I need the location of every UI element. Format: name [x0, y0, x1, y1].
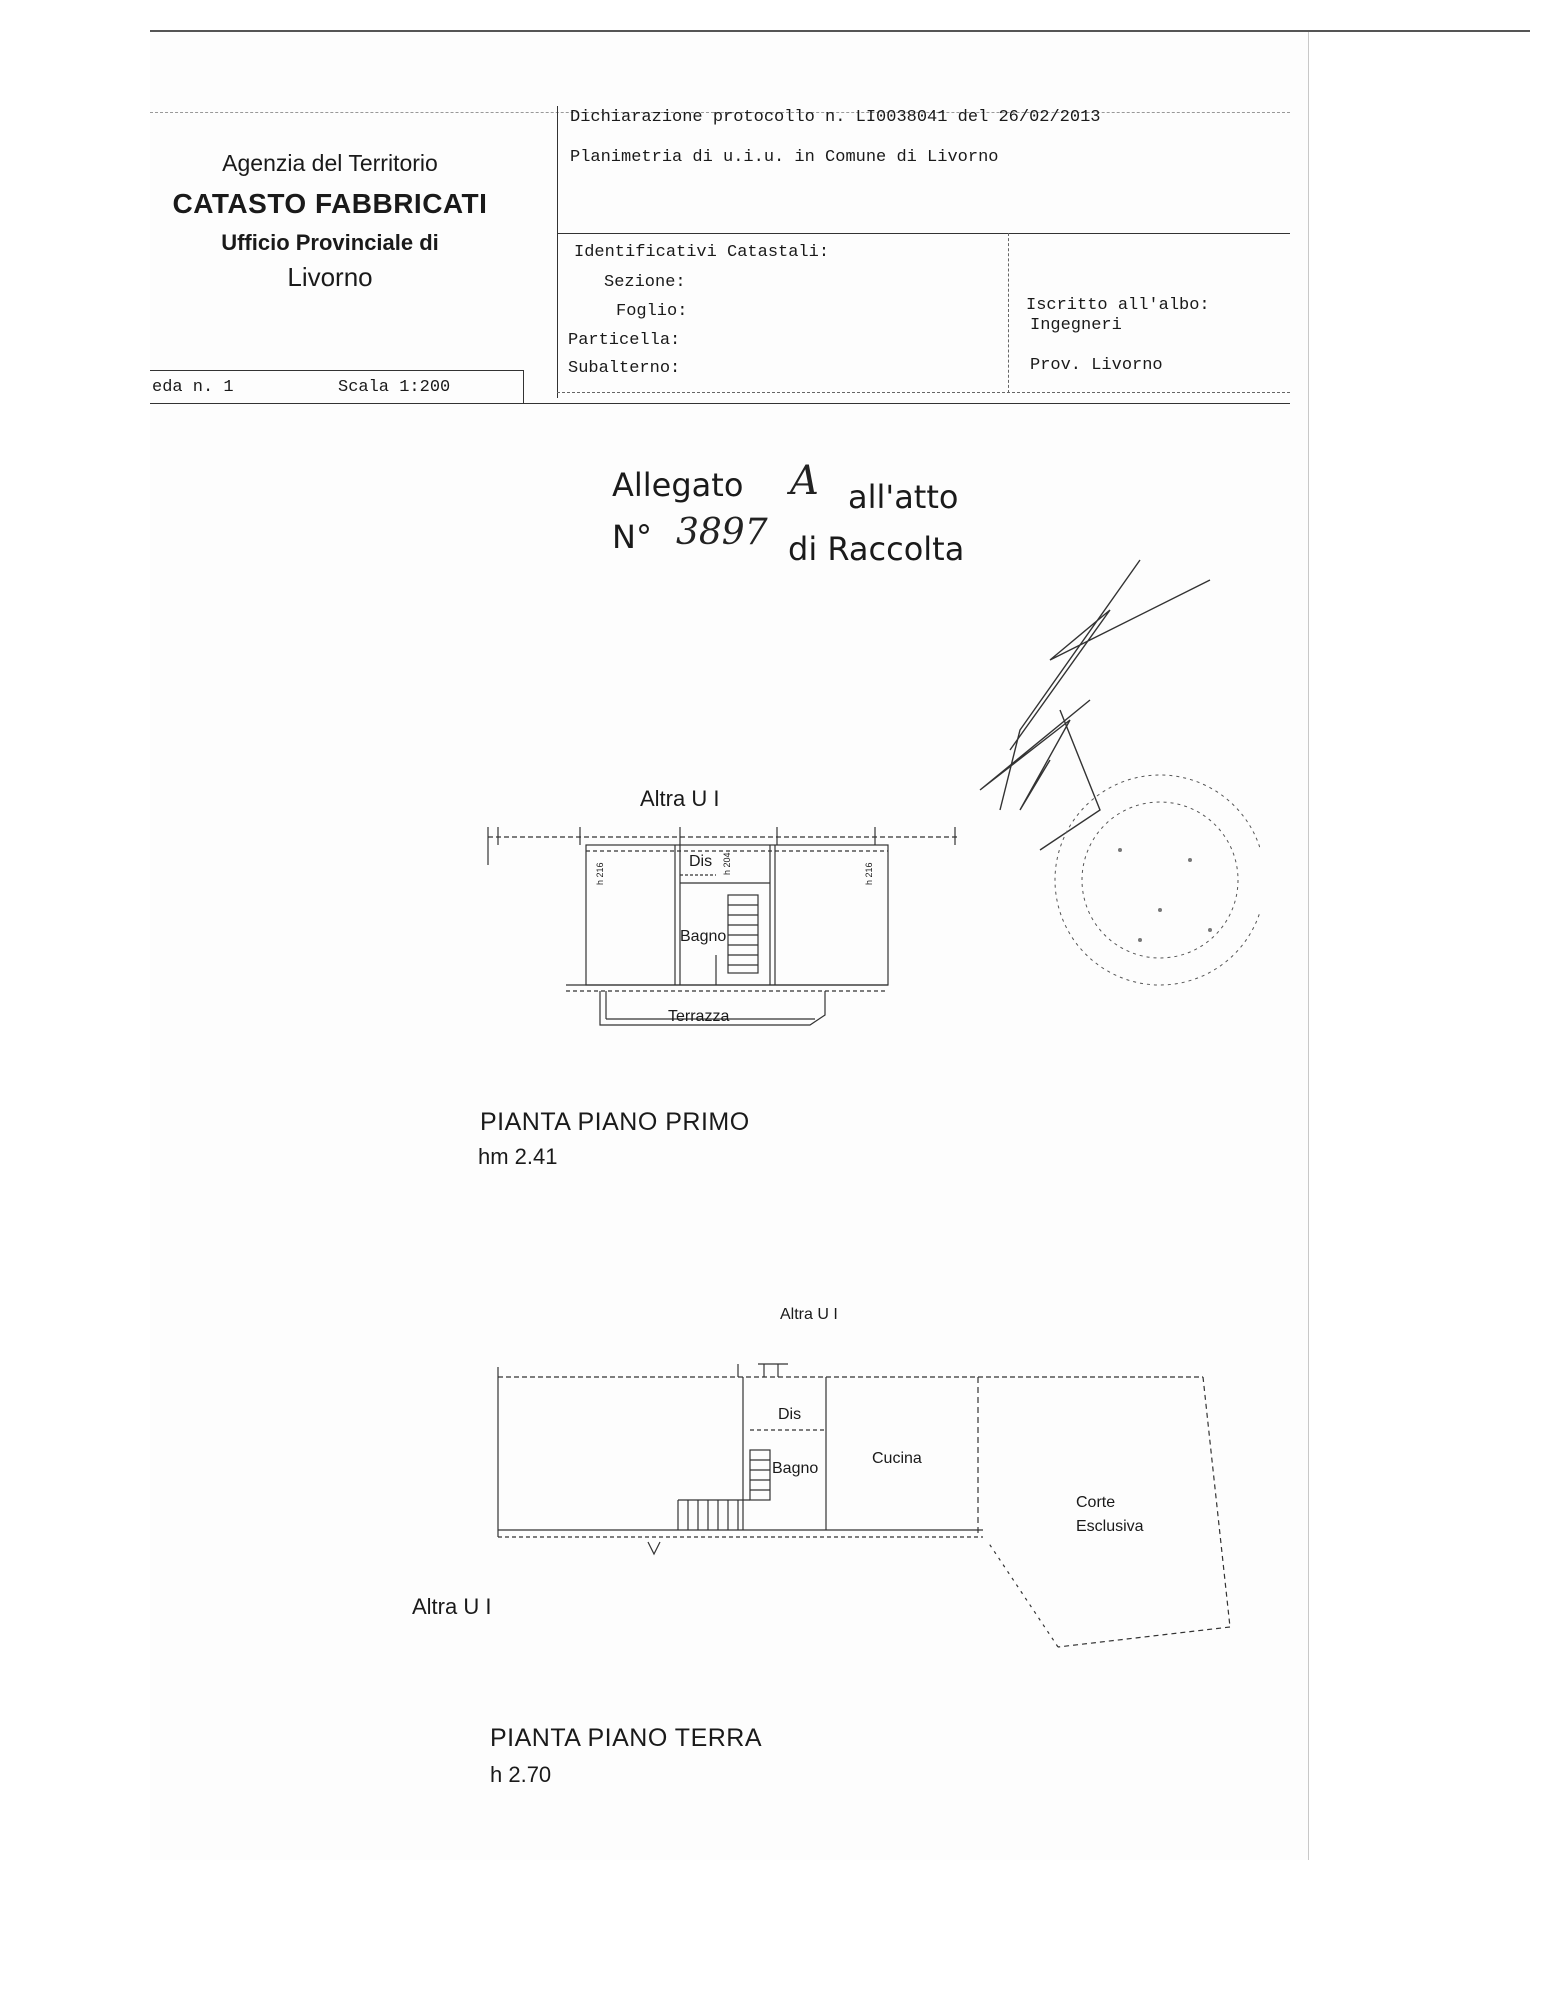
raccolta-label: di Raccolta — [788, 530, 965, 568]
allegato-letter: A — [790, 458, 819, 504]
header-bottom-rule — [150, 403, 1290, 404]
primo-dim-left: h 216 — [595, 862, 605, 885]
ufficio-label: Ufficio Provinciale di — [221, 230, 439, 255]
provincia-label: Prov. Livorno — [1030, 356, 1163, 375]
header-mid-rule — [557, 233, 1290, 234]
header-right-divider — [1008, 233, 1009, 393]
numero-value: 3897 — [676, 512, 768, 553]
primo-terrazza-label: Terrazza — [668, 1008, 730, 1025]
primo-height: hm 2.41 — [478, 1144, 558, 1169]
terra-height: h 2.70 — [490, 1762, 552, 1787]
primo-dim-right: h 216 — [864, 862, 874, 885]
top-edge-line — [150, 30, 1530, 32]
identificativi-label: Identificativi Catastali: — [574, 243, 830, 262]
catasto-title: CATASTO FABBRICATI — [172, 188, 488, 219]
all-atto-label: all'atto — [848, 478, 959, 516]
terra-title: PIANTA PIANO TERRA — [490, 1724, 763, 1752]
seal-ring — [1055, 775, 1260, 985]
planimetria-line: Planimetria di u.i.u. in Comune di Livorno — [570, 148, 999, 167]
iscritto-label: Iscritto all'albo: — [1026, 296, 1210, 315]
scala-label: Scala 1:200 — [338, 378, 451, 397]
signature-and-seal — [960, 550, 1260, 990]
terra-altra-ui-left: Altra U I — [412, 1594, 492, 1619]
agency-name: Agenzia del Territorio — [222, 150, 438, 176]
terra-bagno-label: Bagno — [772, 1460, 819, 1477]
primo-dim-mid: h 204 — [722, 852, 732, 875]
primo-dis-label: Dis — [689, 853, 713, 870]
primo-altra-ui: Altra U I — [640, 786, 720, 811]
foglio-label: Foglio: — [616, 302, 688, 321]
sezione-label: Sezione: — [604, 273, 686, 292]
floor-plan-terra — [488, 1352, 1258, 1682]
floor-plan-primo — [480, 815, 960, 1035]
seal-marks — [1118, 848, 1212, 942]
header-divider — [557, 106, 558, 398]
primo-title: PIANTA PIANO PRIMO — [480, 1108, 750, 1136]
terra-cucina-label: Cucina — [872, 1450, 922, 1467]
terra-corte-label: Corte — [1076, 1494, 1116, 1511]
ingegneri-label: Ingegneri — [1030, 316, 1122, 335]
subalterno-label: Subalterno: — [568, 359, 681, 378]
scheda-label: eda n. 1 — [152, 378, 234, 397]
allegato-label: Allegato — [612, 466, 744, 504]
numero-label: N° — [612, 518, 652, 556]
signature-strokes — [980, 560, 1210, 850]
dichiarazione-line: Dichiarazione protocollo n. LI0038041 del 26/02/2013 — [570, 108, 1101, 127]
terra-esclusiva-label: Esclusiva — [1076, 1518, 1144, 1535]
terra-dis-label: Dis — [778, 1406, 802, 1423]
terra-altra-ui-top: Altra U I — [780, 1306, 838, 1323]
particella-label: Particella: — [568, 331, 681, 350]
primo-bagno-label: Bagno — [680, 928, 727, 945]
header-bottom-dash — [557, 392, 1290, 393]
scala-right-rule — [523, 370, 524, 403]
scala-top-rule — [150, 370, 523, 371]
ufficio-city: Livorno — [287, 262, 373, 292]
